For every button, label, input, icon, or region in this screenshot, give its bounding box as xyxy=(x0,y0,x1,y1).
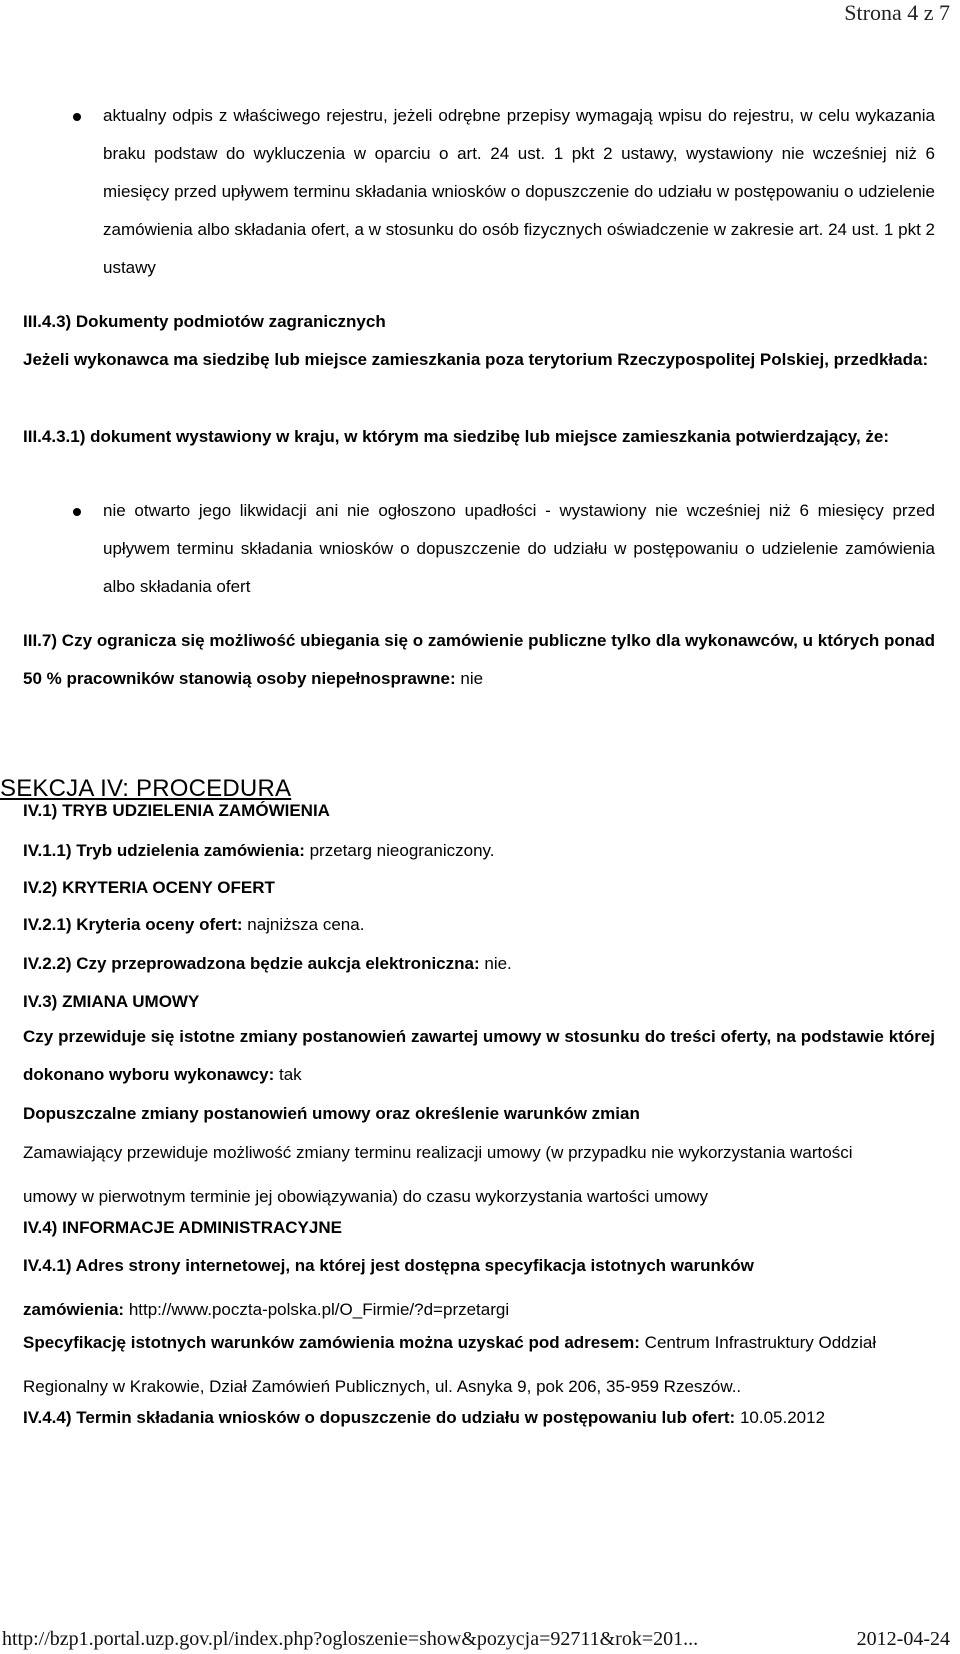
paragraph-intro: Jeżeli wykonawca ma siedzibę lub miejsce zamieszkania poza terytorium Rzeczypospolitej Polskiej, przedkłada: xyxy=(23,350,929,369)
section-title: SEKCJA IV: PROCEDURA xyxy=(0,775,292,802)
footer-date: 2012-04-24 xyxy=(856,1628,950,1650)
list-item-text: nie otwarto jego likwidacji ani nie ogłoszono upadłości - wystawiony nie wcześniej niż 6 miesięcy przed upływem terminu składania wniosków o dopuszczenie do udziału w postępowaniu o udzielenie zamówienia albo składania ofert xyxy=(103,501,935,596)
heading-iv-1: IV.1) TRYB UDZIELENIA ZAMÓWIENIA xyxy=(23,801,330,820)
field-specification-address: Specyfikację istotnych warunków zamówienia można uzyskać pod adresem: Centrum Infrastruktury Oddział Regionalny w Krakowie, Dział Zamówień Publicznych, ul. Asnyka 9, pok 206, 35-959 Rzeszów.. xyxy=(23,1333,877,1396)
page-number: Strona 4 z 7 xyxy=(844,0,950,25)
field-iv-4-1: IV.4.1) Adres strony internetowej, na której jest dostępna specyfikacja istotnych warunków zamówienia: http://www.poczta-polska.pl/O_Firmie/?d=przetargi xyxy=(23,1256,754,1319)
footer-url: http://bzp1.portal.uzp.gov.pl/index.php?ogloszenie=show&pozycja=92711&rok=201... xyxy=(2,1628,699,1650)
sub-heading-iii-4-3-1: III.4.3.1) dokument wystawiony w kraju, w którym ma siedzibę lub miejsce zamieszkania potwierdzający, że: xyxy=(23,427,890,446)
bullet-icon xyxy=(73,113,81,121)
specification-url: http://www.poczta-polska.pl/O_Firmie/?d=przetargi xyxy=(128,1300,510,1319)
answer-iii-7: nie xyxy=(460,669,484,688)
field-iv-1-1: IV.1.1) Tryb udzielenia zamówienia: przetarg nieograniczony. xyxy=(23,841,495,860)
list-item-text: aktualny odpis z właściwego rejestru, jeżeli odrębne przepisy wymagają wpisu do rejestru, w celu wykazania braku podstaw do wykluczenia w oparciu o art. 24 ust. 1 pkt 2 ustawy, wystawiony nie wcześniej niż 6 miesięcy przed upływem terminu składania wniosków o dopuszczenie do udziału w postępowaniu o udzielenie zamówienia albo składania ofert, a w stosunku do osób fizycznych oświadczenie w zakresie art. 24 ust. 1 pkt 2 ustawy xyxy=(103,106,935,277)
field-iv-3-question: Czy przewiduje się istotne zmiany postanowień zawartej umowy w stosunku do treści oferty, na podstawie której dokonano wyboru wykonawcy: tak xyxy=(23,1027,935,1084)
heading-iv-3: IV.3) ZMIANA UMOWY xyxy=(23,992,200,1011)
section-heading-iii-4-3: III.4.3) Dokumenty podmiotów zagranicznych xyxy=(23,312,386,331)
list-item xyxy=(103,97,935,287)
field-iv-4-4: IV.4.4) Termin składania wniosków o dopuszczenie do udziału w postępowaniu lub ofert: 10.05.2012 xyxy=(23,1408,826,1427)
field-iv-2-1: IV.2.1) Kryteria oceny ofert: najniższa cena. xyxy=(23,915,365,934)
field-iv-3-changes-label: Dopuszczalne zmiany postanowień umowy oraz określenie warunków zmian xyxy=(23,1104,640,1123)
field-iv-2-2: IV.2.2) Czy przeprowadzona będzie aukcja elektroniczna: nie. xyxy=(23,954,512,973)
question-iii-7: III.7) Czy ogranicza się możliwość ubiegania się o zamówienie publiczne tylko dla wykonawców, u których ponad 50 % pracowników stanowią osoby niepełnosprawne: nie xyxy=(23,631,935,688)
field-iv-3-changes-text: Zamawiający przewiduje możliwość zmiany terminu realizacji umowy (w przypadku nie wykorzystania wartości umowy w pierwotnym terminie jej obowiązywania) do czasu wykorzystania wartości umowy xyxy=(23,1143,853,1206)
list-item xyxy=(103,492,935,606)
bullet-icon xyxy=(73,508,81,516)
heading-iv-2: IV.2) KRYTERIA OCENY OFERT xyxy=(23,878,275,897)
heading-iv-4: IV.4) INFORMACJE ADMINISTRACYJNE xyxy=(23,1218,342,1237)
